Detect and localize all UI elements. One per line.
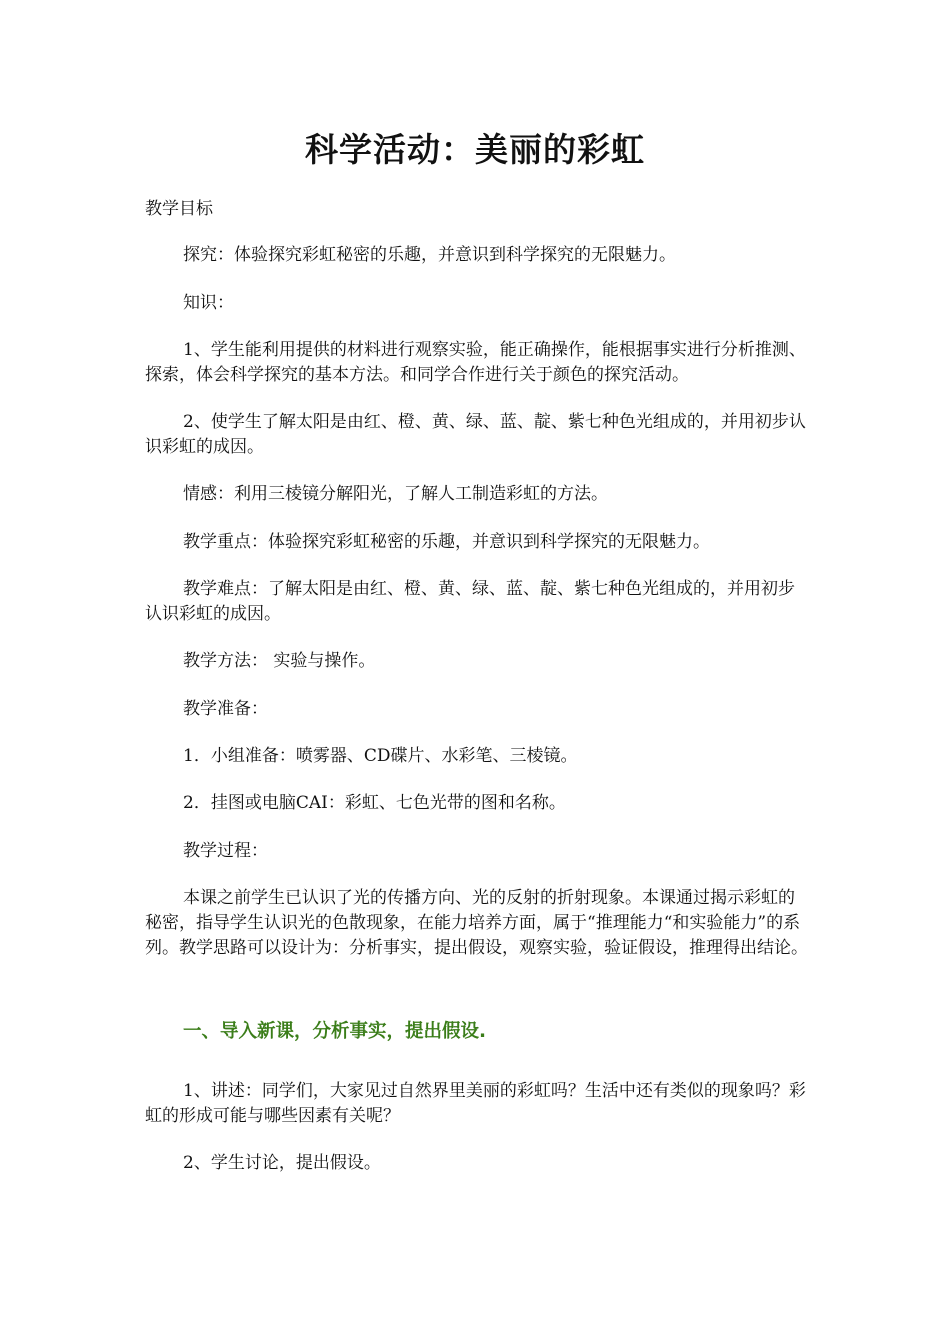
section-label-objectives: 教学目标 [145,199,213,219]
paragraph-knowledge-label: 知识： [183,293,234,313]
paragraph-emotion: 情感：利用三棱镜分解阳光，了解人工制造彩虹的方法。 [183,484,608,504]
section-heading-1: 一、导入新课，分析事实，提出假设. [183,1021,487,1042]
paragraph-preparation-label: 教学准备： [183,699,268,719]
paragraph-knowledge-1: 1、学生能利用提供的材料进行观察实验，能正确操作，能根据事实进行分析推测、探索，体会科学探究的基本方法。和同学合作进行关于颜色的探究活动。 [145,340,806,385]
paragraph-knowledge-2: 2、使学生了解太阳是由红、橙、黄、绿、蓝、靛、紫七种色光组成的，并用初步认识彩虹的成因。 [145,412,806,457]
paragraph-step-1: 1、讲述：同学们，大家见过自然界里美丽的彩虹吗？生活中还有类似的现象吗？彩虹的形成可能与哪些因素有关呢？ [145,1081,806,1126]
paragraph-process-intro: 本课之前学生已认识了光的传播方向、光的反射的折射现象。本课通过揭示彩虹的秘密，指导学生认识光的色散现象，在能力培养方面，属于“推理能力“和实验能力”的系列。教学思路可以设计为：分析事实，提出假设，观察实验，验证假设，推理得出结论。 [145,888,808,958]
paragraph-process-label: 教学过程： [183,841,268,861]
page-title: 科学活动：美丽的彩虹 [305,130,645,169]
paragraph-difficulty: 教学难点：了解太阳是由红、橙、黄、绿、蓝、靛、紫七种色光组成的，并用初步认识彩虹的成因。 [145,579,795,624]
paragraph-step-2: 2、学生讨论，提出假设。 [183,1153,381,1173]
paragraph-preparation-2: 2．挂图或电脑CAI：彩虹、七色光带的图和名称。 [183,793,566,813]
paragraph-method: 教学方法： 实验与操作。 [183,651,376,671]
paragraph-key-point: 教学重点：体验探究彩虹秘密的乐趣，并意识到科学探究的无限魅力。 [183,532,710,552]
paragraph-explore: 探究：体验探究彩虹秘密的乐趣，并意识到科学探究的无限魅力。 [183,245,676,265]
paragraph-preparation-1: 1．小组准备：喷雾器、CD碟片、水彩笔、三棱镜。 [183,746,578,766]
